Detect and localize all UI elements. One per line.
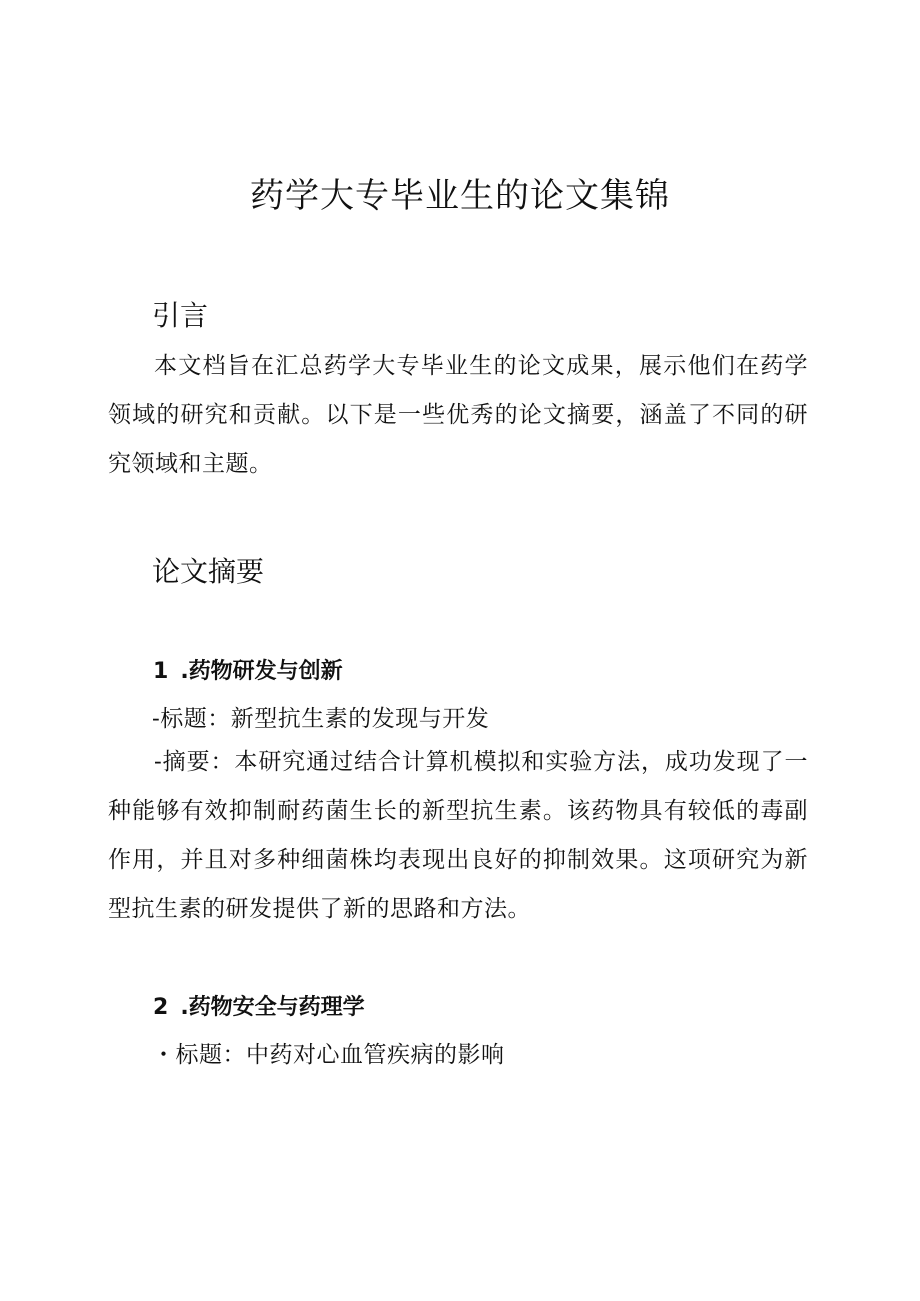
intro-heading: 引言	[152, 299, 209, 332]
section-2-heading	[153, 990, 365, 1021]
abstracts-heading: 论文摘要	[152, 555, 265, 588]
section-2-heading-text: .药物安全与药理学	[180, 995, 365, 1020]
section-1-number: 1	[153, 659, 169, 684]
section-1-heading-text: .药物研发与创新	[180, 659, 343, 684]
section-2-title-line: ・标题：中药对心血管疾病的影响	[152, 1042, 505, 1068]
intro-paragraph: 本文档旨在汇总药学大专毕业生的论文成果，展示他们在药学领域的研究和贡献。以下是一些优秀的论文摘要，涵盖了不同的研究领域和主题。	[108, 353, 808, 477]
section-2-number: 2	[153, 995, 169, 1020]
document-title: 药学大专毕业生的论文集锦	[250, 176, 670, 216]
section-1-heading	[153, 654, 343, 685]
section-1-abstract: -摘要：本研究通过结合计算机模拟和实验方法，成功发现了一种能够有效抑制耐药菌生长的新型抗生素。该药物具有较低的毒副作用，并且对多种细菌株均表现出良好的抑制效果。这项研究为新型抗生素的研发提供了新的思路和方法。	[108, 749, 808, 922]
section-1-title-line: -标题：新型抗生素的发现与开发	[152, 706, 490, 732]
